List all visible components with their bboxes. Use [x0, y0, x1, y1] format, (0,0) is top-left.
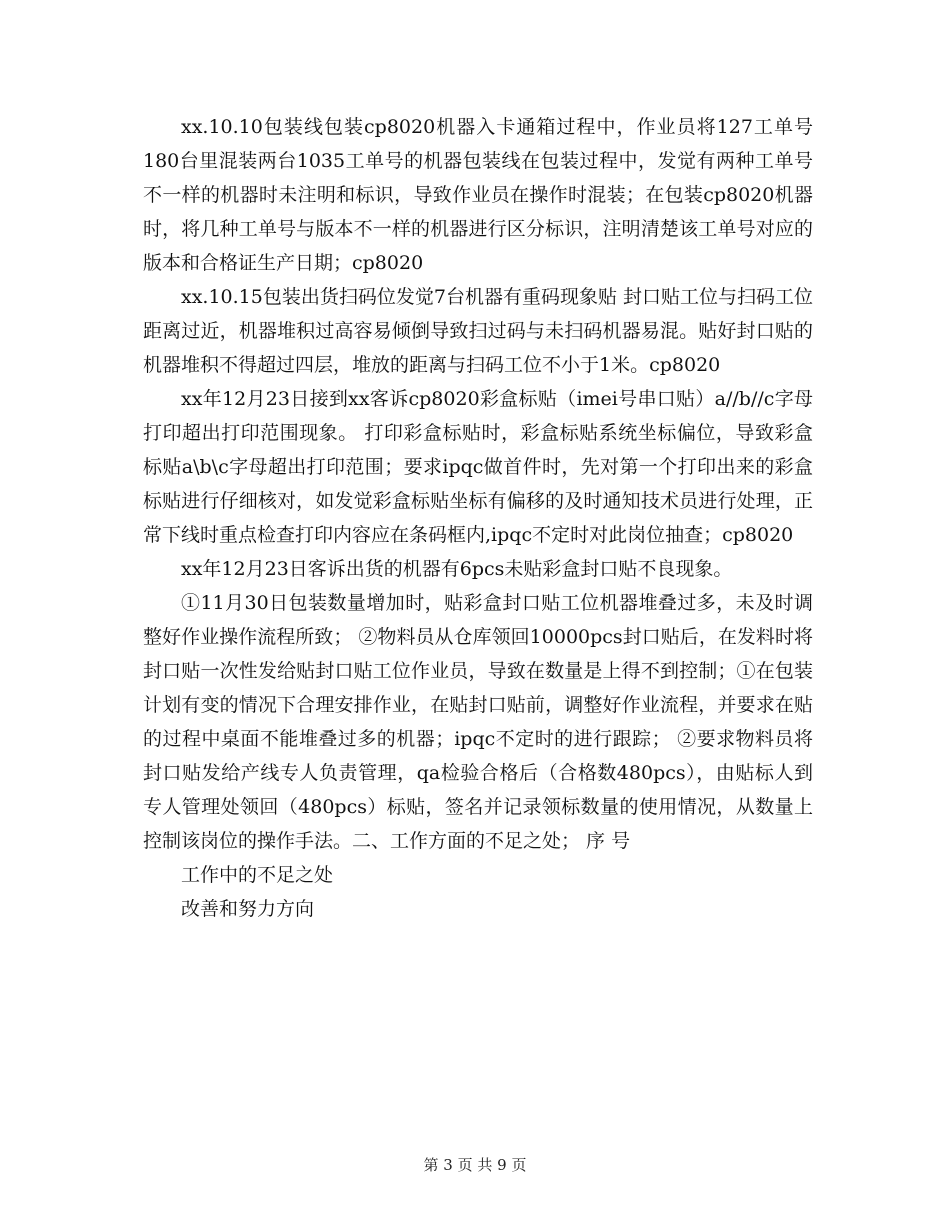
page-number-footer: 第 3 页 共 9 页 [423, 1156, 527, 1174]
paragraph-seal-analysis: ①11月30日包装数量增加时，贴彩盒封口贴工位机器堆叠过多，未及时调整好作业操作流程所致； ②物料员从仓库领回10000pcs封口贴后，在发料时将封口贴一次性发给贴封口贴工位作业员，导致在数量是上得不到控制；①在包装计划有变的情况下合理安排作业，在贴封口贴前，调整好作业流程，并要求在贴的过程中桌面不能堆叠过多的机器；ipqc不定时的进行跟踪； ②要求物料员将封口贴发给产线专人负责管理，qa检验合格后（合格数480pcs），由贴标人到专人管理处领回（480pcs）标贴，签名并记录领标数量的使用情况，从数量上控制该岗位的操作手法。二、工作方面的不足之处； 序 号 [143, 592, 813, 852]
paragraph-packing-mix: xx.10.10包装线包装cp8020机器入卡通箱过程中，作业员将127工单号180台里混装两台1035工单号的机器包装线在包装过程中，发觉有两种工单号不一样的机器时未注明和标识，导致作业员在操作时混装；在包装cp8020机器时，将几种工单号与版本不一样的机器进行区分标识，注明清楚该工单号对应的版本和合格证生产日期；cp8020 [143, 116, 813, 274]
table-header-shortcomings: 工作中的不足之处 [181, 864, 334, 886]
document-body [143, 110, 813, 926]
paragraph-seal-complaint: xx年12月23日客诉出货的机器有6pcs未贴彩盒封口贴不良现象。 [181, 558, 733, 580]
paragraph-duplicate-code: xx.10.15包装出货扫码位发觉7台机器有重码现象贴 封口贴工位与扫码工位距离过近，机器堆积过高容易倾倒导致扫过码与未扫码机器易混。贴好封口贴的机器堆积不得超过四层，堆放的距离与扫码工位不小于1米。cp8020 [143, 286, 813, 376]
table-header-improvements: 改善和努力方向 [181, 898, 315, 920]
paragraph-label-print: xx年12月23日接到xx客诉cp8020彩盒标贴（imei号串口贴）a//b//c字母打印超出打印范围现象。 打印彩盒标贴时，彩盒标贴系统坐标偏位，导致彩盒标贴a\b\c字母超出打印范围；要求ipqc做首件时，先对第一个打印出来的彩盒标贴进行仔细核对，如发觉彩盒标贴坐标有偏移的及时通知技术员进行处理，正常下线时重点检查打印内容应在条码框内,ipqc不定时对此岗位抽查；cp8020 [143, 388, 813, 546]
